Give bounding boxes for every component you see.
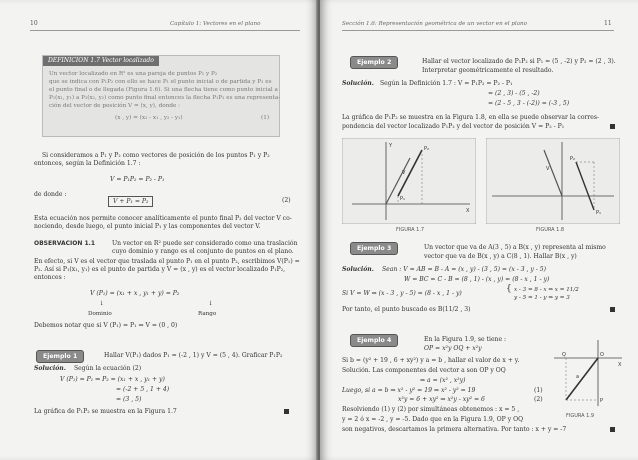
observation-line: cuyo dominio y rango es el conjunto de puntos en el plano. — [112, 248, 294, 255]
example-badge: Ejemplo 1 — [36, 350, 84, 363]
observation-line: En efecto, si V es el vector que traslada el punto P₁ en el punto P₂, escribimos V(P₁) = — [34, 258, 300, 265]
left-page — [0, 0, 318, 460]
example-statement: Hallar el vector localizado de P₁P₂ si P₁ = (5 , -2) y P₂ = (2 , 3). — [422, 58, 616, 65]
right-page — [320, 0, 638, 460]
solution-step: = (-2 + 5 , 1 + 4) — [116, 386, 170, 393]
observation-line: entonces : — [34, 274, 66, 281]
paragraph-line: Esta ecuación nos permite conocer analíticamente el punto final P₂ del vector V co- — [34, 215, 292, 222]
example-badge: Ejemplo 2 — [350, 56, 398, 69]
example-badge: Ejemplo 3 — [350, 242, 398, 255]
figure-caption: FIGURA 1.7 — [396, 227, 425, 233]
solution-step: W = BC = C - B = (8 , 1) - (x , y) = (8 - x , 1 - y) — [404, 276, 550, 283]
paragraph-line: entonces, según la Definición 1.7 : — [34, 160, 141, 167]
observation-line: Un vector en R² puede ser considerado como una traslación — [112, 240, 298, 247]
paragraph-line: pondencia del vector localizado P₁P₂ y del vector de posición V = P₂ - P₁ — [342, 123, 565, 130]
translation-equation: V (P₁) = (x₁ + x , y₁ + y) = P₂ — [90, 290, 180, 297]
figure-caption: FIGURA 1.9 — [566, 413, 595, 419]
solution-label: Solución. — [342, 266, 374, 273]
label-v: V — [402, 170, 406, 176]
example-final: La gráfica de P₁P₂ se muestra en la Figura 1.7 — [34, 408, 177, 415]
solution-line: son negativos, descartamos la primera alternativa. Por tanto : x + y = -7 — [342, 426, 567, 433]
label-p2: P₂ — [570, 156, 576, 162]
example-statement: OP = x²y OQ + x²y — [424, 345, 482, 352]
figure-1-7 — [342, 138, 476, 224]
figure-caption: FIGURA 1.8 — [536, 227, 565, 233]
solution-label: Solución. — [34, 365, 66, 372]
definition-line: que se indica con P₁P₂ con ello se hace P₁ el punto inicial o de partida y P₂ es — [49, 79, 272, 85]
definition-formula-number: (1) — [261, 115, 270, 121]
observation-label: OBSERVACION 1.1 — [34, 240, 96, 247]
solution-label: Solución. — [342, 80, 374, 87]
page-number: 11 — [604, 20, 612, 27]
definition-formula: (x , y) = (x₂ - x₁ , y₂ - y₁) — [115, 115, 183, 121]
solution-line: y = 2 ó x = -2 , y = -5. Dado que en la Figura 1.9, OP y OQ — [342, 416, 524, 423]
header-rule — [342, 30, 614, 31]
page-number: 10 — [30, 20, 38, 27]
range-label: Rango — [198, 311, 217, 317]
system-line: Si V = W ⇒ (x - 3 , y - 5) = (8 - x , 1 - y) — [342, 290, 462, 297]
definition-line: P₁(x₁, y₁) a P₂(x₂, y₂) como punto final entonces la flecha P₁P₂ es una representa- — [49, 95, 281, 101]
running-header: Capítulo 1: Vectores en el plano — [170, 21, 261, 27]
domain-label: Dominio — [88, 311, 112, 317]
equation-number: (2) — [282, 197, 291, 204]
label-a: a — [576, 374, 580, 380]
vector-equation: V = P₁P₂ = P₂ - P₁ — [110, 176, 165, 183]
definition-box — [42, 55, 280, 137]
label-p2: P₂ — [424, 146, 430, 152]
solution-intro: Según la Definición 1.7 : V = P₁P₂ = P₂ - P₁ — [380, 80, 513, 87]
brace-icon: { — [506, 284, 512, 294]
equation-number: (2) — [534, 396, 543, 403]
label-y-axis: Y — [389, 143, 393, 149]
paragraph-line: La gráfica de P₁P₂ se muestra en la Figura 1.8, en ella se puede observar la corres- — [342, 114, 600, 121]
observation-line: P₂. Así si P₁(x₁, y₁) es el punto de partida y V = (x , y) es el vector localizado P₁P₂, — [34, 266, 286, 273]
equation-number: (1) — [534, 387, 543, 394]
paragraph-line: nociendo, desde luego, el punto inicial P₁ y las componentes del vector V. — [34, 223, 261, 230]
down-arrow-icon: ↓ — [208, 300, 214, 307]
solution-step: V (P₁) = P₁ ⇒ P₂ = (x₁ + x , y₁ + y) — [60, 376, 165, 383]
solution-line: Si b = (y² + 19 , 6 + xy²) y a = b , hallar el valor de x + y. — [342, 357, 520, 364]
solution-step: = (3 , 5) — [116, 396, 142, 403]
paragraph-line: Si consideramos a P₁ y P₂ como vectores de posición de los puntos P₁ y P₂ — [42, 152, 270, 159]
solution-line: Solución. Las componentes del vector a son OP y OQ — [342, 367, 506, 374]
system-equation: y - 5 = 1 - y ⇒ y = 3 — [514, 295, 570, 301]
definition-line: Un vector localizado en R² es una pareja de puntos P₁ y P₂ — [49, 71, 218, 77]
vector-a — [566, 358, 598, 400]
label-x-axis: X — [466, 208, 470, 214]
label-p1: P₁ — [400, 196, 406, 202]
solution-intro: Según la ecuación (2) — [74, 365, 142, 372]
label-q: Q — [562, 352, 566, 358]
example-statement: Hallar V(P₁) dados P₁ = (-2 , 1) y V = (5 , 4). Graficar P₁P₂ — [104, 352, 283, 359]
end-square-icon — [610, 427, 615, 432]
label-p1: P₁ — [596, 210, 602, 216]
label-x-axis: X — [618, 362, 622, 368]
solution-step: = (2 , 3) - (5 , -2) — [488, 90, 540, 97]
example-final: Por tanto, el punto buscado es B(11/2 , 3) — [342, 306, 471, 313]
solution-line: ⇒ a = (x² , x²y) — [420, 377, 466, 384]
definition-line: el punto final o de llegada (Figura 1.6). Si una flecha tiene como punto inicial a — [49, 87, 278, 93]
solution-line: Luego, si a = b ⇒ x² - y² = 19 ⇒ x² - y² = 19 — [342, 387, 476, 394]
example-statement: Interpretar geométricamente el resultado. — [422, 67, 554, 74]
system-equation: x - 3 = 8 - x ⇒ x = 11/2 — [514, 287, 579, 293]
example-statement: Un vector que va de A(3 , 5) a B(x , y) representa al mismo — [424, 244, 606, 251]
example-statement: En la Figura 1.9, se tiene : — [424, 336, 507, 343]
label-o: O — [600, 352, 604, 358]
figure-1-8 — [486, 138, 620, 224]
definition-line: ción del vector de posición V = (x, y), donde : — [49, 103, 181, 109]
solution-step: Sean : V = AB = B - A = (x , y) - (3 , 5) = (x - 3 , y - 5) — [382, 266, 547, 273]
solution-line: x²y = 6 + xy² ⇒ x²y - xy² = 6 — [398, 396, 485, 403]
label-v: V — [546, 166, 550, 172]
solution-step: = (2 - 5 , 3 - (-2)) = (-3 , 5) — [488, 100, 570, 107]
running-header: Sección 1.6: Representación geométrica de un vector en el plano — [342, 21, 528, 27]
example-statement: vector que va de B(x , y) a C(8 , 1). Hallar B(x , y) — [424, 253, 577, 260]
end-square-icon — [610, 124, 615, 129]
definition-title: DEFINICION 1.7 Vector localizado — [43, 56, 159, 66]
down-arrow-icon: ↓ — [99, 300, 105, 307]
end-square-icon — [284, 409, 289, 414]
solution-line: Resolviendo (1) y (2) por simultáneas obtenemos : x = 5 , — [342, 406, 520, 413]
figure-frame — [342, 138, 476, 224]
example-badge: Ejemplo 4 — [350, 334, 398, 347]
note-line: Debemos notar que si V (P₁) = P₁ ⇒ V = (0 , 0) — [34, 322, 178, 329]
figure-1-9 — [552, 338, 624, 408]
de-donde-label: de donde : — [34, 191, 67, 198]
header-rule — [30, 30, 300, 31]
label-p: P — [600, 398, 604, 404]
end-square-icon — [610, 307, 615, 312]
boxed-equation: V + P₁ = P₂ — [108, 196, 153, 207]
